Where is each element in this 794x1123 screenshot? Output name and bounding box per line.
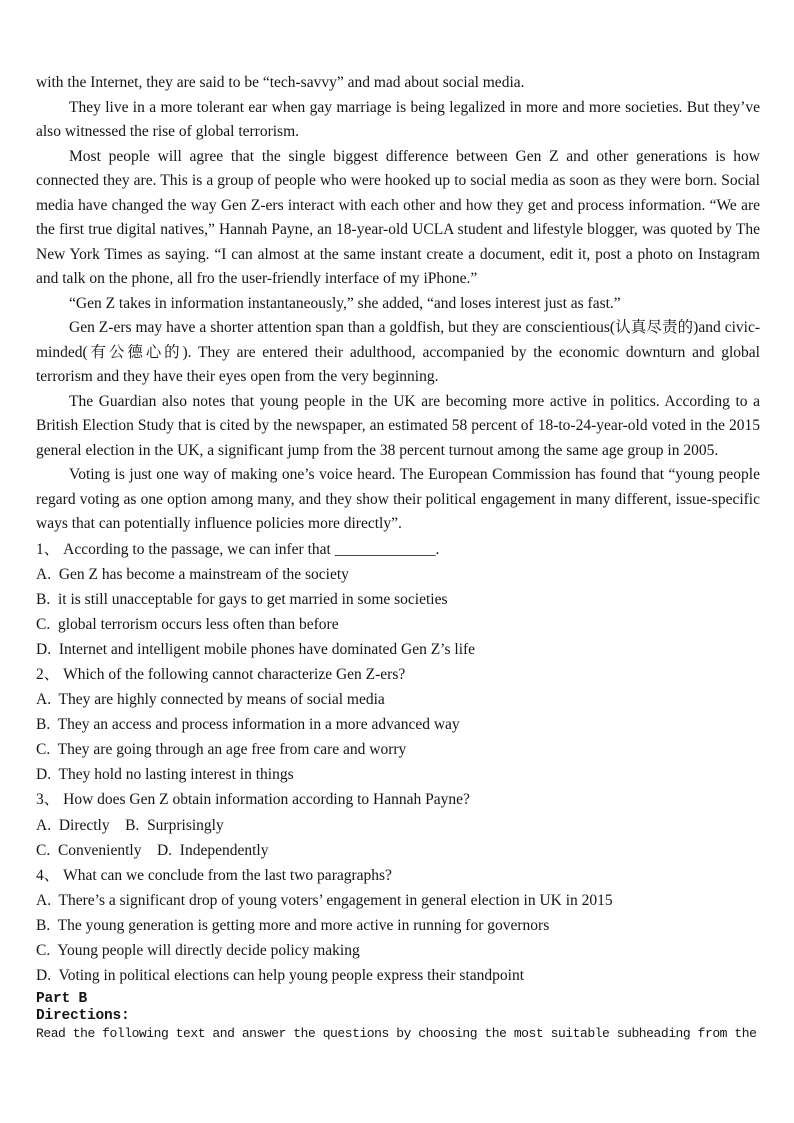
answer-option: B. They an access and process information in a more advanced way bbox=[36, 716, 460, 734]
question-stem: 3、 How does Gen Z obtain information according to Hannah Payne? bbox=[36, 791, 470, 809]
answer-option: B. The young generation is getting more and more active in running for governors bbox=[36, 916, 550, 934]
question-stem: 1、 According to the passage, we can infer that _____________. bbox=[36, 540, 440, 558]
question-3 bbox=[36, 787, 760, 862]
answer-option-row: A. Directly B. Surprisingly bbox=[36, 816, 224, 834]
question-stem: 2、 Which of the following cannot characterize Gen Z-ers? bbox=[36, 665, 406, 683]
question-2 bbox=[36, 662, 760, 787]
question-1 bbox=[36, 537, 760, 662]
part-b-section bbox=[36, 991, 760, 1042]
answer-option: D. Voting in political elections can help young people express their standpoint bbox=[36, 967, 525, 985]
answer-option: D. They hold no lasting interest in things bbox=[36, 766, 294, 784]
answer-option: C. They are going through an age free from care and worry bbox=[36, 741, 407, 759]
questions-section bbox=[36, 537, 760, 989]
part-b-directions-label: Directions: bbox=[36, 1008, 130, 1025]
answer-option: C. Young people will directly decide policy making bbox=[36, 942, 360, 959]
answer-option-row: C. Conveniently D. Independently bbox=[36, 841, 269, 859]
answer-option: D. Internet and intelligent mobile phones have dominated Gen Z’s life bbox=[36, 640, 476, 658]
passage-paragraph: Gen Z-ers may have a shorter attention span than a goldfish, but they are conscientious(认真尽责的)and civic-minded(有公德心的). They are entered their adulthood, accompanied by the economic downturn and global terrorism and they have their eyes open from the very beginning. bbox=[36, 319, 760, 385]
question-stem: 4、 What can we conclude from the last two paragraphs? bbox=[36, 866, 392, 884]
part-b-title: Part B bbox=[36, 991, 88, 1008]
answer-option: C. global terrorism occurs less often than before bbox=[36, 615, 339, 633]
answer-option: B. it is still unacceptable for gays to get married in some societies bbox=[36, 590, 448, 608]
passage-paragraph: They live in a more tolerant ear when gay marriage is being legalized in more and more societies. But they’ve also witnessed the rise of global terrorism. bbox=[36, 98, 760, 140]
passage-paragraph: “Gen Z takes in information instantaneously,” she added, “and loses interest just as fast.” bbox=[69, 294, 621, 312]
answer-option: A. There’s a significant drop of young voters’ engagement in general election in UK in 2015 bbox=[36, 891, 613, 909]
passage-continuation-line: with the Internet, they are said to be “tech-savvy” and mad about social media. bbox=[36, 74, 525, 91]
part-b-directions-text: Read the following text and answer the questions by choosing the most suitable subheading from the bbox=[36, 1026, 757, 1042]
passage-paragraph: The Guardian also notes that young people in the UK are becoming more active in politics. According to a British Election Study that is cited by the newspaper, an estimated 58 percent of 18-to-24-year-old voted in the 2015 general election in the UK, a significant jump from the 38 percent turnout among the same age group in 2005. bbox=[36, 392, 760, 459]
question-4 bbox=[36, 863, 760, 988]
passage-paragraph: Most people will agree that the single biggest difference between Gen Z and other generations is how connected they are. This is a group of people who were hooked up to social media as soon as they were born. Social media have changed the way Gen Z-ers interact with each other and how they get and process information. “We are the first true digital natives,” Hannah Payne, an 18-year-old UCLA student and lifestyle blogger, was quoted by The New York Times as saying. “I can almost at the same instant create a document, edit it, post a photo on Instagram and talk on the phone, all fro the user-friendly interface of my iPhone.” bbox=[36, 147, 760, 287]
answer-option: A. Gen Z has become a mainstream of the society bbox=[36, 565, 349, 583]
page-content bbox=[36, 71, 760, 1042]
answer-option: A. They are highly connected by means of social media bbox=[36, 691, 385, 709]
passage-paragraph: Voting is just one way of making one’s voice heard. The European Commission has found that “young people regard voting as one option among many, and they show their political engagement in many different, issue-specific ways that can potentially influence policies more directly”. bbox=[36, 466, 760, 532]
reading-passage bbox=[36, 71, 760, 537]
